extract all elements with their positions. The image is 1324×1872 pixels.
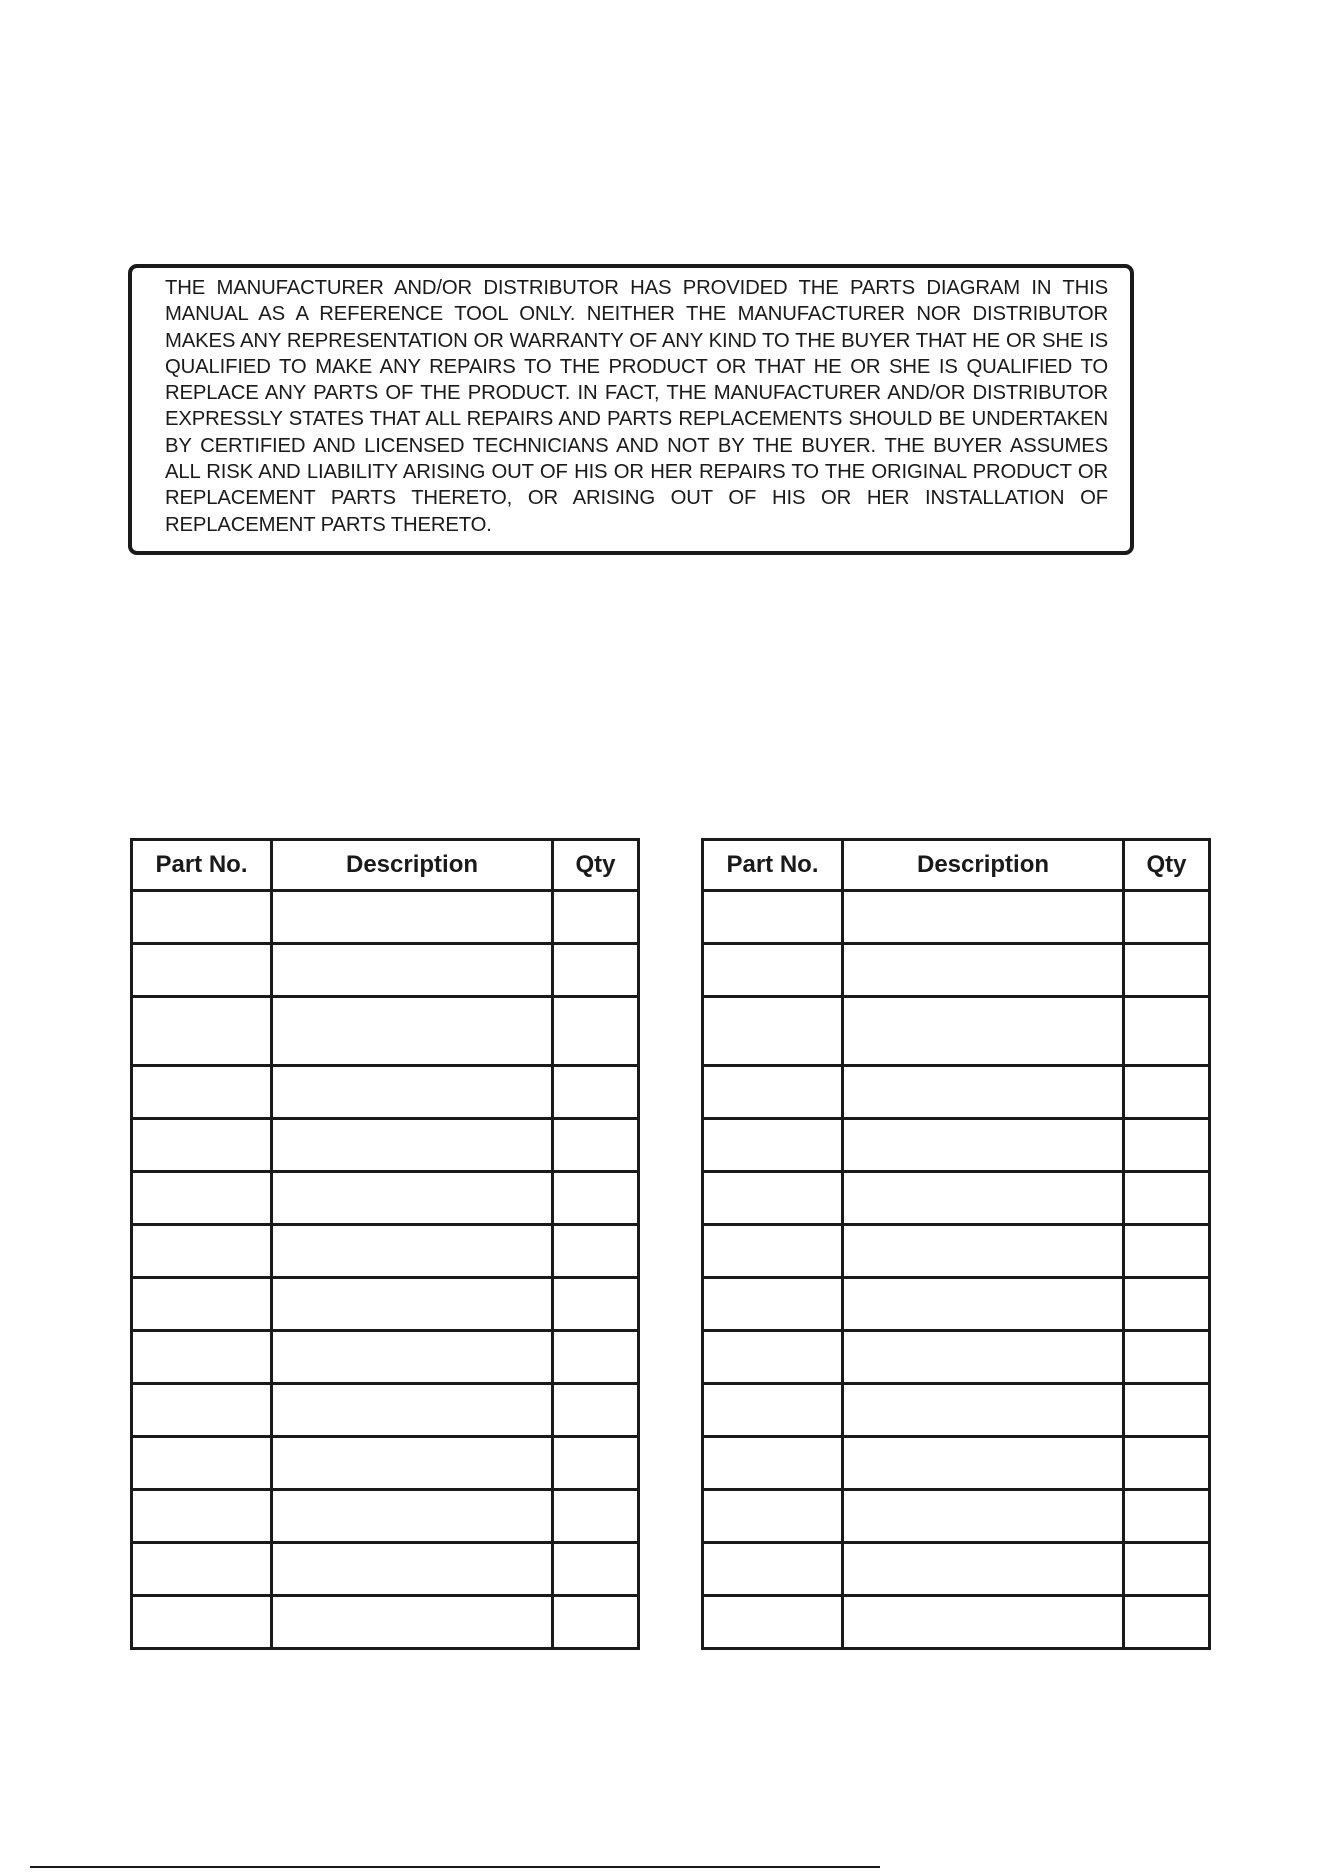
description-header: Description — [843, 840, 1124, 891]
table-row — [703, 1331, 1210, 1384]
part-no-cell — [703, 997, 843, 1066]
qty-cell — [553, 1490, 639, 1543]
qty-cell — [1124, 944, 1210, 997]
qty-cell — [1124, 997, 1210, 1066]
description-cell — [272, 1384, 553, 1437]
part-no-cell — [703, 1331, 843, 1384]
part-no-cell — [132, 1331, 272, 1384]
table-row — [132, 1437, 639, 1490]
qty-header: Qty — [1124, 840, 1210, 891]
parts-table-left — [130, 838, 640, 1650]
description-cell — [272, 944, 553, 997]
description-cell — [843, 1331, 1124, 1384]
description-cell — [843, 1066, 1124, 1119]
qty-cell — [1124, 1384, 1210, 1437]
qty-cell — [553, 1278, 639, 1331]
table-row — [703, 1543, 1210, 1596]
table-row — [132, 1066, 639, 1119]
table-row — [703, 1225, 1210, 1278]
qty-cell — [1124, 1172, 1210, 1225]
table-row — [703, 1596, 1210, 1649]
part-no-cell — [703, 1278, 843, 1331]
part-no-cell — [703, 891, 843, 944]
qty-cell — [553, 1225, 639, 1278]
footer-rule — [30, 1866, 880, 1868]
description-cell — [843, 1172, 1124, 1225]
table-row — [132, 1490, 639, 1543]
description-cell — [272, 1278, 553, 1331]
qty-cell — [553, 1437, 639, 1490]
qty-cell — [1124, 1331, 1210, 1384]
description-cell — [272, 1119, 553, 1172]
table-row — [703, 1384, 1210, 1437]
part-no-cell — [132, 1172, 272, 1225]
qty-cell — [1124, 1225, 1210, 1278]
table-row — [132, 1543, 639, 1596]
table-row — [703, 1490, 1210, 1543]
qty-cell — [1124, 891, 1210, 944]
description-cell — [272, 1596, 553, 1649]
part-no-cell — [703, 944, 843, 997]
description-cell — [272, 1490, 553, 1543]
part-no-cell — [703, 1596, 843, 1649]
part-no-cell — [703, 1490, 843, 1543]
description-cell — [843, 1119, 1124, 1172]
table-row — [703, 1278, 1210, 1331]
table-row — [703, 1066, 1210, 1119]
part-no-cell — [132, 1278, 272, 1331]
qty-cell — [553, 1543, 639, 1596]
part-no-cell — [703, 1437, 843, 1490]
table-header-row — [132, 840, 639, 891]
part-no-cell — [132, 1384, 272, 1437]
description-cell — [843, 1437, 1124, 1490]
table-row — [132, 891, 639, 944]
description-cell — [843, 944, 1124, 997]
table-row — [703, 1172, 1210, 1225]
qty-cell — [1124, 1596, 1210, 1649]
part-no-cell — [132, 1119, 272, 1172]
table-row — [132, 1119, 639, 1172]
table-row — [132, 1225, 639, 1278]
description-cell — [843, 1543, 1124, 1596]
table-row — [132, 1278, 639, 1331]
qty-cell — [1124, 1490, 1210, 1543]
part-no-cell — [132, 997, 272, 1066]
table-row — [132, 1384, 639, 1437]
part-no-cell — [703, 1384, 843, 1437]
table-row — [132, 1172, 639, 1225]
description-header: Description — [272, 840, 553, 891]
part-no-header: Part No. — [132, 840, 272, 891]
qty-cell — [1124, 1437, 1210, 1490]
part-no-cell — [703, 1543, 843, 1596]
qty-cell — [1124, 1119, 1210, 1172]
description-cell — [272, 1437, 553, 1490]
part-no-cell — [132, 1490, 272, 1543]
description-cell — [272, 1172, 553, 1225]
part-no-cell — [132, 1066, 272, 1119]
description-cell — [272, 891, 553, 944]
qty-cell — [553, 1172, 639, 1225]
disclaimer-text: THE MANUFACTURER AND/OR DISTRIBUTOR HAS PROVIDED THE PARTS DIAGRAM IN THIS MANUAL AS A REFERENCE TOOL ONLY. NEITHER THE MANUFACTURER NOR DISTRIBUTOR MAKES ANY REPRESENTATION OR WARRANTY OF ANY KIND TO THE BUYER THAT HE OR SHE IS QUALIFIED TO MAKE ANY REPAIRS TO THE PRODUCT OR THAT HE OR SHE IS QUALIFIED TO REPLACE ANY PARTS OF THE PRODUCT. IN FACT, THE MANUFACTURER AND/OR DISTRIBUTOR EXPRESSLY STATES THAT ALL REPAIRS AND PARTS REPLACEMENTS SHOULD BE UNDERTAKEN BY CERTIFIED AND LICENSED TECHNICIANS AND NOT BY THE BUYER. THE BUYER ASSUMES ALL RISK AND LIABILITY ARISING OUT OF HIS OR HER REPAIRS TO THE ORIGINAL PRODUCT OR REPLACEMENT PARTS THERETO, OR ARISING OUT OF HIS OR HER INSTALLATION OF REPLACEMENT PARTS THERETO. — [165, 277, 1108, 536]
table-row — [132, 1331, 639, 1384]
table-header-row — [703, 840, 1210, 891]
part-no-cell — [132, 1437, 272, 1490]
description-cell — [843, 1225, 1124, 1278]
description-cell — [843, 997, 1124, 1066]
part-no-header: Part No. — [703, 840, 843, 891]
qty-cell — [1124, 1543, 1210, 1596]
qty-cell — [553, 1119, 639, 1172]
qty-cell — [553, 891, 639, 944]
table-row — [132, 997, 639, 1066]
description-cell — [272, 1225, 553, 1278]
qty-cell — [553, 1331, 639, 1384]
qty-cell — [1124, 1066, 1210, 1119]
table-row — [703, 1119, 1210, 1172]
qty-cell — [553, 1384, 639, 1437]
part-no-cell — [132, 1225, 272, 1278]
description-cell — [272, 1066, 553, 1119]
part-no-cell — [703, 1172, 843, 1225]
qty-cell — [553, 997, 639, 1066]
table-row — [703, 1437, 1210, 1490]
description-cell — [272, 1543, 553, 1596]
part-no-cell — [703, 1066, 843, 1119]
description-cell — [843, 1490, 1124, 1543]
description-cell — [843, 1596, 1124, 1649]
table-row — [703, 997, 1210, 1066]
qty-cell — [1124, 1278, 1210, 1331]
parts-table-right — [701, 838, 1211, 1650]
part-no-cell — [132, 891, 272, 944]
description-cell — [843, 1278, 1124, 1331]
part-no-cell — [703, 1225, 843, 1278]
part-no-cell — [132, 1596, 272, 1649]
description-cell — [843, 891, 1124, 944]
description-cell — [843, 1384, 1124, 1437]
part-no-cell — [132, 1543, 272, 1596]
qty-cell — [553, 1066, 639, 1119]
description-cell — [272, 1331, 553, 1384]
table-row — [703, 891, 1210, 944]
qty-cell — [553, 944, 639, 997]
qty-cell — [553, 1596, 639, 1649]
disclaimer-box — [128, 264, 1134, 555]
table-row — [132, 1596, 639, 1649]
description-cell — [272, 997, 553, 1066]
part-no-cell — [132, 944, 272, 997]
part-no-cell — [703, 1119, 843, 1172]
table-row — [703, 944, 1210, 997]
qty-header: Qty — [553, 840, 639, 891]
table-row — [132, 944, 639, 997]
